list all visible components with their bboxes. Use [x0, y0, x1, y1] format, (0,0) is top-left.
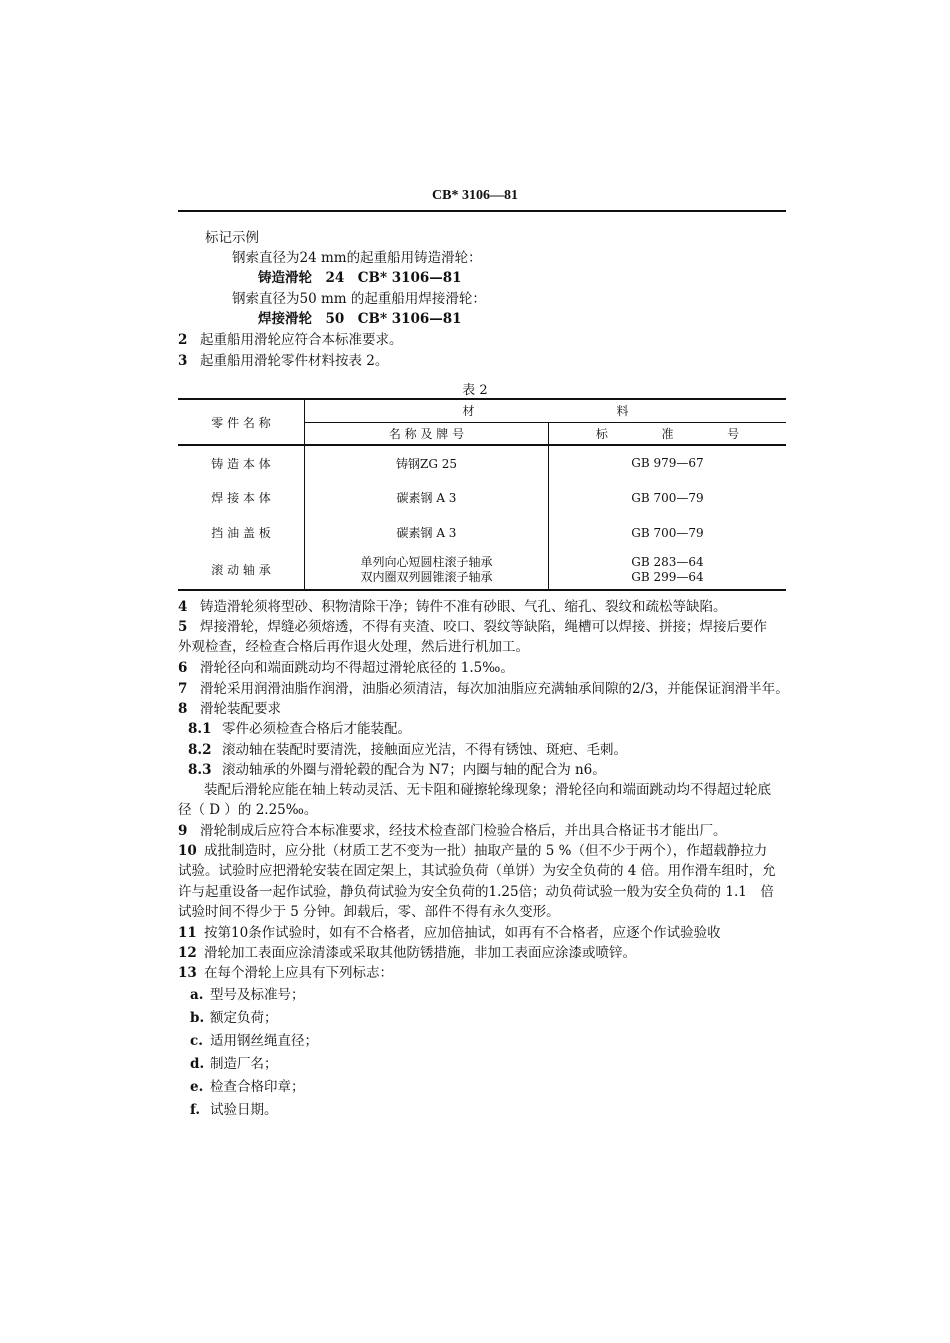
clause-8	[178, 699, 281, 719]
example-heading: 标记示例	[205, 230, 259, 246]
header-title: CB* 3106—81	[432, 188, 518, 203]
cell-standard: GB 700—79	[548, 515, 786, 550]
clause-text: 滚动轴承的外圈与滑轮毂的配合为 N7；内圈与轴的配合为 n6。	[222, 762, 606, 778]
mark-letter: a.	[190, 987, 204, 1003]
cell-material: 碳素钢 A 3	[305, 515, 549, 550]
clause-number: 8.3	[188, 762, 212, 778]
clause-text: 滑轮径向和端面跳动均不得超过滑轮底径的 1.5‰。	[200, 660, 514, 676]
clause-text: 滑轮制成后应符合本标准要求，经技术检查部门检验合格后，并出具合格证书才能出厂。	[200, 823, 727, 839]
table-row	[178, 445, 786, 480]
clause-text: 滑轮采用润滑油脂作润滑，油脂必须清洁，每次加油脂应充满轴承间隙的2/3，并能保证润滑半年。	[200, 681, 789, 697]
cell-material: 碳素钢 A 3	[305, 480, 549, 515]
example-line-2: 铸造滑轮 24 CB* 3106—81	[258, 270, 462, 286]
mark-letter: b.	[190, 1010, 205, 1026]
clause-5-cont: 外观检查，经检查合格后再作退火处理，然后进行机加工。	[178, 639, 529, 655]
clause-text: 滚动轴在装配时要清洗，接触面应光洁，不得有锈蚀、斑疤、毛刺。	[222, 742, 627, 758]
cell-part: 滚 动 轴 承	[178, 550, 305, 590]
mark-letter: e.	[190, 1079, 204, 1095]
mark-item	[190, 985, 305, 1005]
header-part-name: 零 件 名 称	[178, 399, 305, 445]
mark-letter: c.	[190, 1033, 203, 1049]
clause-number: 8	[178, 701, 188, 717]
clause-8-note: 装配后滑轮应能在轴上转动灵活、无卡阻和碰擦轮缘现象；滑轮径向和端面跳动均不得超过轮底	[204, 782, 771, 798]
cell-part: 挡 油 盖 板	[211, 526, 271, 540]
clause-text: 起重船用滑轮零件材料按表 2。	[200, 353, 389, 369]
clause-11	[178, 923, 721, 943]
clause-number: 9	[178, 823, 188, 839]
clause-10-cont-2: 许与起重设备一起作试验，静负荷试验为安全负荷的1.25倍；动负荷试验一般为安全负荷的 1.1 倍	[178, 884, 774, 900]
clause-2	[178, 330, 403, 350]
cell-material	[305, 550, 549, 590]
clause-number: 3	[178, 353, 188, 369]
clause-text: 滑轮装配要求	[200, 701, 281, 717]
cell-standard: GB 700—79	[548, 480, 786, 515]
mark-item	[190, 1100, 278, 1120]
mark-text: 试验日期。	[210, 1102, 278, 1118]
cell-standard: GB 979—67	[548, 445, 786, 480]
table-row	[178, 480, 786, 515]
header-material-right: 料	[548, 399, 786, 422]
clause-8-1	[188, 719, 411, 739]
mark-item	[190, 1008, 278, 1028]
clause-number: 4	[178, 599, 188, 615]
clause-number: 7	[178, 681, 188, 697]
cell-part: 铸 造 本 体	[211, 456, 271, 471]
subheader-standard-3: 号	[727, 426, 740, 441]
clause-6	[178, 658, 514, 678]
example-line-4: 焊接滑轮 50 CB* 3106—81	[258, 311, 462, 327]
clause-10-cont-1: 试验。试验时应把滑轮安装在固定架上，其试验负荷（单饼）为安全负荷的 4 倍。用作滑车组时，允	[178, 863, 776, 879]
clause-text: 焊接滑轮，焊缝必须熔透，不得有夹渣、咬口、裂纹等缺陷，绳槽可以焊接、拼接；焊接后要作	[200, 619, 767, 635]
cell-material-line-1: 单列向心短圆柱滚子轴承	[360, 554, 493, 569]
clause-number: 5	[178, 619, 188, 635]
mark-item	[190, 1077, 305, 1097]
mark-text: 检查合格印章；	[210, 1079, 305, 1095]
clause-12	[178, 943, 636, 963]
mark-letter: d.	[190, 1056, 205, 1072]
clause-10	[178, 841, 767, 861]
example-line-1: 钢索直径为24 mm的起重船用铸造滑轮：	[232, 250, 482, 266]
mark-text: 制造厂名；	[210, 1056, 278, 1072]
mark-item	[190, 1031, 318, 1051]
cell-standard-line-1: GB 283—64	[631, 554, 704, 569]
cell-standard	[548, 550, 786, 590]
clause-9	[178, 821, 727, 841]
clause-3	[178, 351, 388, 371]
clause-8-2	[188, 740, 627, 760]
mark-text: 适用钢丝绳直径；	[210, 1033, 318, 1049]
cell-material: 铸钢ZG 25	[305, 445, 549, 480]
table-row	[178, 515, 786, 550]
clause-text: 零件必须检查合格后才能装配。	[222, 721, 411, 737]
clause-text: 铸造滑轮须将型砂、积物清除干净；铸件不准有砂眼、气孔、缩孔、裂纹和疏松等缺陷。	[200, 599, 727, 615]
clause-8-note-cont: 径（ D ）的 2.25‰。	[178, 802, 318, 818]
table-row	[178, 550, 786, 590]
mark-text: 额定负荷；	[210, 1010, 278, 1026]
clause-5	[178, 617, 767, 637]
mark-item	[190, 1054, 278, 1074]
clause-number: 11	[178, 925, 197, 941]
clause-10-cont-3: 试验时间不得少于 5 分钟。卸载后，零、部件不得有永久变形。	[178, 904, 560, 920]
clause-text: 按第10条作试验时，如有不合格者，应加倍抽试，如再有不合格者，应逐个作试验验收	[204, 925, 721, 941]
cell-material-line-2: 双内圈双列圆锥滚子轴承	[360, 569, 493, 584]
cell-part: 焊 接 本 体	[211, 491, 271, 505]
cell-standard-line-2: GB 299—64	[631, 569, 704, 584]
clause-text: 起重船用滑轮应符合本标准要求。	[200, 332, 403, 348]
clause-13	[178, 963, 393, 983]
clause-4	[178, 597, 727, 617]
clause-number: 8.1	[188, 721, 212, 737]
clause-text: 在每个滑轮上应具有下列标志：	[204, 965, 393, 981]
clause-number: 6	[178, 660, 188, 676]
clause-8-3	[188, 760, 606, 780]
example-line-3: 钢索直径为50 mm 的起重船用焊接滑轮：	[232, 291, 486, 307]
subheader-standard	[548, 422, 786, 445]
table-caption: 表 2	[462, 383, 488, 398]
clause-number: 12	[178, 945, 197, 961]
mark-letter: f.	[190, 1102, 201, 1118]
clause-text: 滑轮加工表面应涂清漆或采取其他防锈措施，非加工表面应涂漆或喷锌。	[204, 945, 636, 961]
subheader-standard-2: 准	[661, 426, 674, 441]
clause-number: 2	[178, 332, 188, 348]
clause-text: 成批制造时，应分批（材质工艺不变为一批）抽取产量的 5 %（但不少于两个），作超载静拉力	[204, 843, 768, 859]
materials-table	[178, 398, 786, 591]
subheader-standard-1: 标	[595, 426, 608, 441]
clause-number: 10	[178, 843, 197, 859]
clause-number: 13	[178, 965, 197, 981]
mark-text: 型号及标准号；	[210, 987, 305, 1003]
header-rule	[178, 210, 786, 212]
header-material-left: 材	[305, 399, 549, 422]
clause-7	[178, 679, 789, 699]
clause-number: 8.2	[188, 742, 212, 758]
subheader-name-grade: 名 称 及 牌 号	[305, 422, 549, 445]
